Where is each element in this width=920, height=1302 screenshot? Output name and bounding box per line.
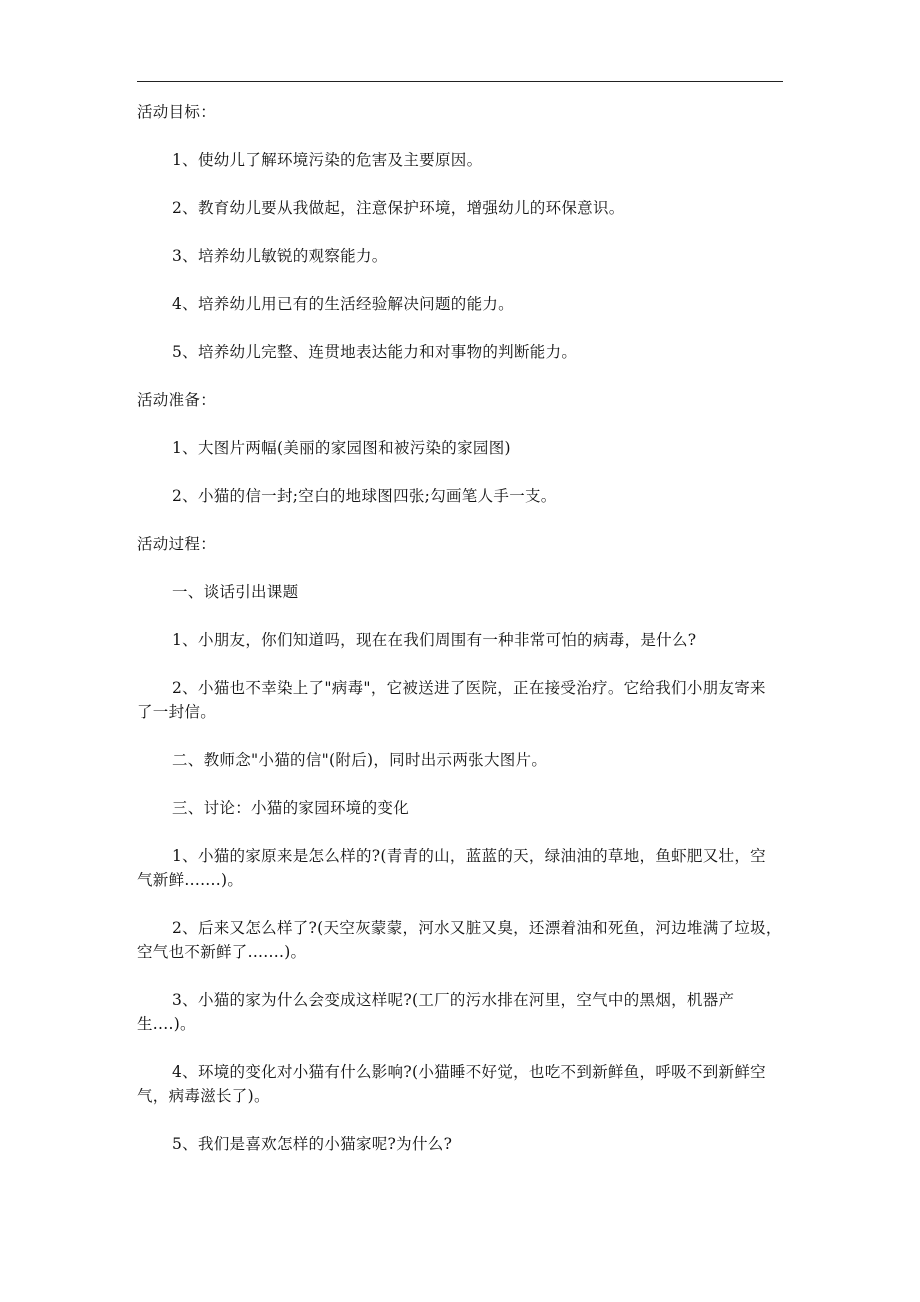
goal-item-4: 4、培养幼儿用已有的生活经验解决问题的能力。 <box>172 295 514 313</box>
question-2-line-2: 空气也不新鲜了.......)。 <box>137 943 307 961</box>
goal-item-1: 1、使幼儿了解环境污染的危害及主要原因。 <box>172 151 483 169</box>
heading-process: 活动过程： <box>137 535 217 553</box>
process-s1-item-2-line-1: 2、小猫也不幸染上了"病毒"，它被送进了医院，正在接受治疗。它给我们小朋友寄来 <box>172 679 766 697</box>
question-1-line-1: 1、小猫的家原来是怎么样的?(青青的山，蓝蓝的天，绿油油的草地，鱼虾肥又壮，空 <box>172 847 766 865</box>
goal-item-3: 3、培养幼儿敏锐的观察能力。 <box>172 247 388 265</box>
process-s1-item-2-line-2: 了一封信。 <box>137 703 217 721</box>
prep-item-2: 2、小猫的信一封;空白的地球图四张;勾画笔人手一支。 <box>172 487 557 505</box>
goal-item-5: 5、培养幼儿完整、连贯地表达能力和对事物的判断能力。 <box>172 343 578 361</box>
question-4-line-2: 气，病毒滋长了)。 <box>137 1087 270 1105</box>
heading-prep: 活动准备： <box>137 391 217 409</box>
process-s1-item-1: 1、小朋友，你们知道吗，现在在我们周围有一种非常可怕的病毒，是什么? <box>172 631 697 649</box>
question-1-line-2: 气新鲜.......)。 <box>137 871 244 889</box>
question-3-line-1: 3、小猫的家为什么会变成这样呢?(工厂的污水排在河里，空气中的黑烟，机器产 <box>172 991 735 1009</box>
document-body <box>137 100 783 1156</box>
process-section-1: 一、谈话引出课题 <box>172 583 299 601</box>
question-5: 5、我们是喜欢怎样的小猫家呢?为什么? <box>172 1135 453 1153</box>
goal-item-2: 2、教育幼儿要从我做起，注意保护环境，增强幼儿的环保意识。 <box>172 199 625 217</box>
heading-goals: 活动目标： <box>137 103 217 121</box>
prep-item-1: 1、大图片两幅(美丽的家园图和被污染的家园图) <box>172 439 511 457</box>
question-4-line-1: 4、环境的变化对小猫有什么影响?(小猫睡不好觉，也吃不到新鲜鱼，呼吸不到新鲜空 <box>172 1063 766 1081</box>
process-section-2: 二、教师念"小猫的信"(附后)，同时出示两张大图片。 <box>172 751 548 769</box>
question-2-line-1: 2、后来又怎么样了?(天空灰蒙蒙，河水又脏又臭，还漂着油和死鱼，河边堆满了垃圾， <box>172 919 782 937</box>
question-3-line-2: 生....)。 <box>137 1015 196 1033</box>
header-rule <box>137 81 783 82</box>
process-section-3: 三、讨论：小猫的家园环境的变化 <box>172 799 410 817</box>
